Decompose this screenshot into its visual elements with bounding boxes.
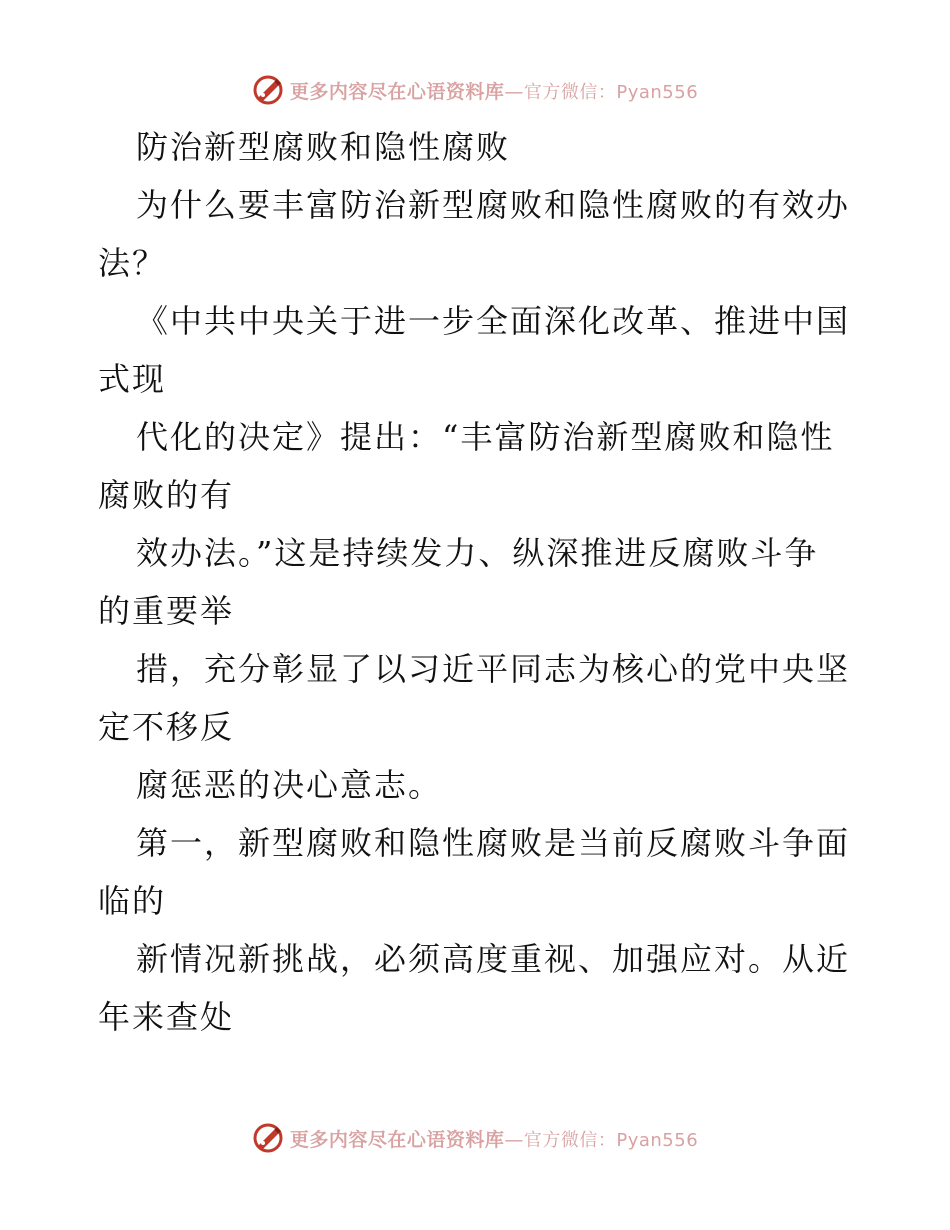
paragraph-line: 新情况新挑战，必须高度重视、加强应对。从近 bbox=[136, 940, 851, 978]
footer-wechat-label: 官方微信： bbox=[523, 1129, 617, 1151]
paragraph-line: 效办法。”这是持续发力、纵深推进反腐败斗争 bbox=[136, 534, 819, 572]
header-slogan: 更多内容尽在心语资料库 bbox=[289, 80, 505, 103]
pen-logo-icon bbox=[252, 1122, 284, 1154]
paragraph-line: 代化的决定》提出：“丰富防治新型腐败和隐性 bbox=[136, 418, 835, 456]
footer-wechat-id: Pyan556 bbox=[616, 1129, 699, 1151]
header-text bbox=[290, 77, 698, 104]
paragraph-line: 措，充分彰显了以习近平同志为核心的党中央坚 bbox=[136, 650, 851, 688]
paragraph-line: 法？ bbox=[98, 244, 167, 282]
paragraph-line: 《中共中央关于进一步全面深化改革、推进中国 bbox=[136, 302, 851, 340]
header-banner bbox=[0, 70, 950, 110]
footer-text bbox=[290, 1125, 698, 1152]
footer-separator: — bbox=[504, 1128, 524, 1151]
paragraph-line: 腐败的有 bbox=[98, 476, 235, 514]
paragraph-line: 腐惩恶的决心意志。 bbox=[136, 766, 443, 804]
paragraph-line: 为什么要丰富防治新型腐败和隐性腐败的有效办 bbox=[136, 186, 851, 224]
header-wechat-label: 官方微信： bbox=[523, 81, 617, 103]
pen-logo-icon bbox=[252, 74, 284, 106]
paragraph-line: 年来查处 bbox=[98, 998, 235, 1036]
footer-banner bbox=[0, 1118, 950, 1158]
footer-slogan: 更多内容尽在心语资料库 bbox=[289, 1128, 505, 1151]
paragraph-line: 的重要举 bbox=[98, 592, 235, 630]
header-separator: — bbox=[504, 80, 524, 103]
paragraph-line: 定不移反 bbox=[98, 708, 235, 746]
document-body bbox=[98, 118, 858, 1046]
paragraph-line: 临的 bbox=[98, 882, 167, 920]
paragraph-line: 第一，新型腐败和隐性腐败是当前反腐败斗争面 bbox=[136, 824, 851, 862]
paragraph-line: 式现 bbox=[98, 360, 167, 398]
doc-title: 防治新型腐败和隐性腐败 bbox=[136, 128, 511, 166]
header-wechat-id: Pyan556 bbox=[616, 81, 699, 103]
